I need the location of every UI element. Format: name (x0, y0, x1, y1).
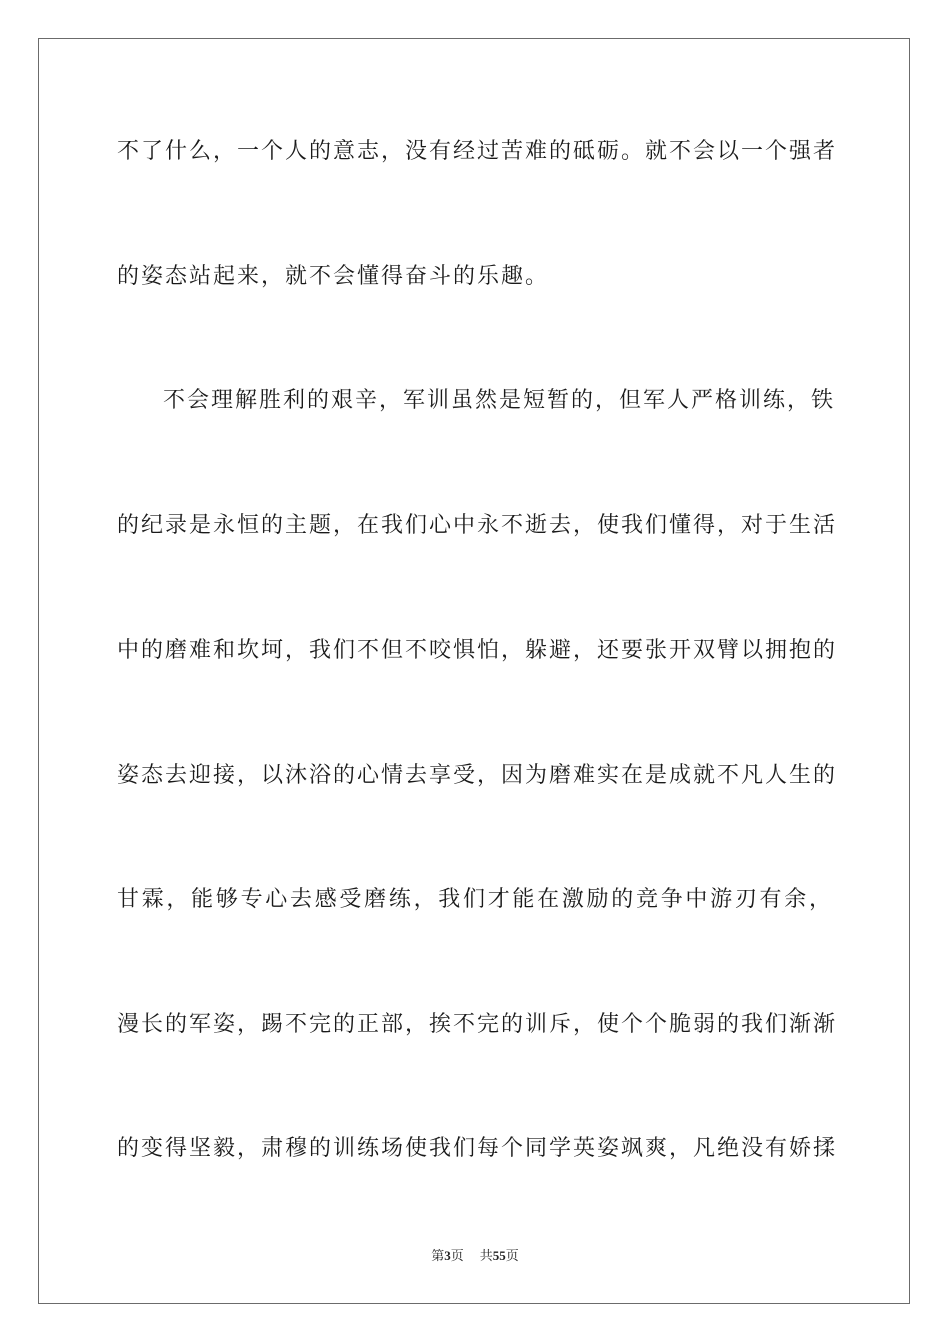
page-number: 3 (444, 1248, 451, 1263)
page-suffix: 页 (450, 1248, 464, 1263)
total-pages: 55 (492, 1248, 506, 1263)
paragraph-first-line: 不会理解胜利的艰辛，军训虽然是短暂的，但军人严格训练，铁 (163, 388, 836, 413)
page-border (38, 38, 910, 1304)
text-line: 不了什么，一个人的意志，没有经过苦难的砥砺。就不会以一个强者 (117, 139, 838, 164)
text-line: 漫长的军姿，踢不完的正部，挨不完的训斥，使个个脆弱的我们渐渐 (117, 1012, 838, 1037)
text-line: 姿态去迎接，以沐浴的心情去享受，因为磨难实在是成就不凡人生的 (117, 763, 838, 788)
text-line: 中的磨难和坎坷，我们不但不咬惧怕，躲避，还要张开双臂以拥抱的 (117, 638, 838, 663)
page-footer (0, 1247, 950, 1265)
text-line: 的变得坚毅，肃穆的训练场使我们每个同学英姿飒爽，凡绝没有娇揉 (117, 1136, 838, 1161)
text-line: 的纪录是永恒的主题，在我们心中永不逝去，使我们懂得，对于生活 (117, 513, 838, 538)
text-line: 甘霖，能够专心去感受磨练，我们才能在激励的竞争中游刃有余， (117, 887, 833, 912)
total-prefix: 共 (479, 1248, 493, 1263)
total-suffix: 页 (505, 1248, 519, 1263)
page-prefix: 第 (431, 1248, 445, 1263)
text-line: 的姿态站起来，就不会懂得奋斗的乐趣。 (117, 264, 550, 289)
